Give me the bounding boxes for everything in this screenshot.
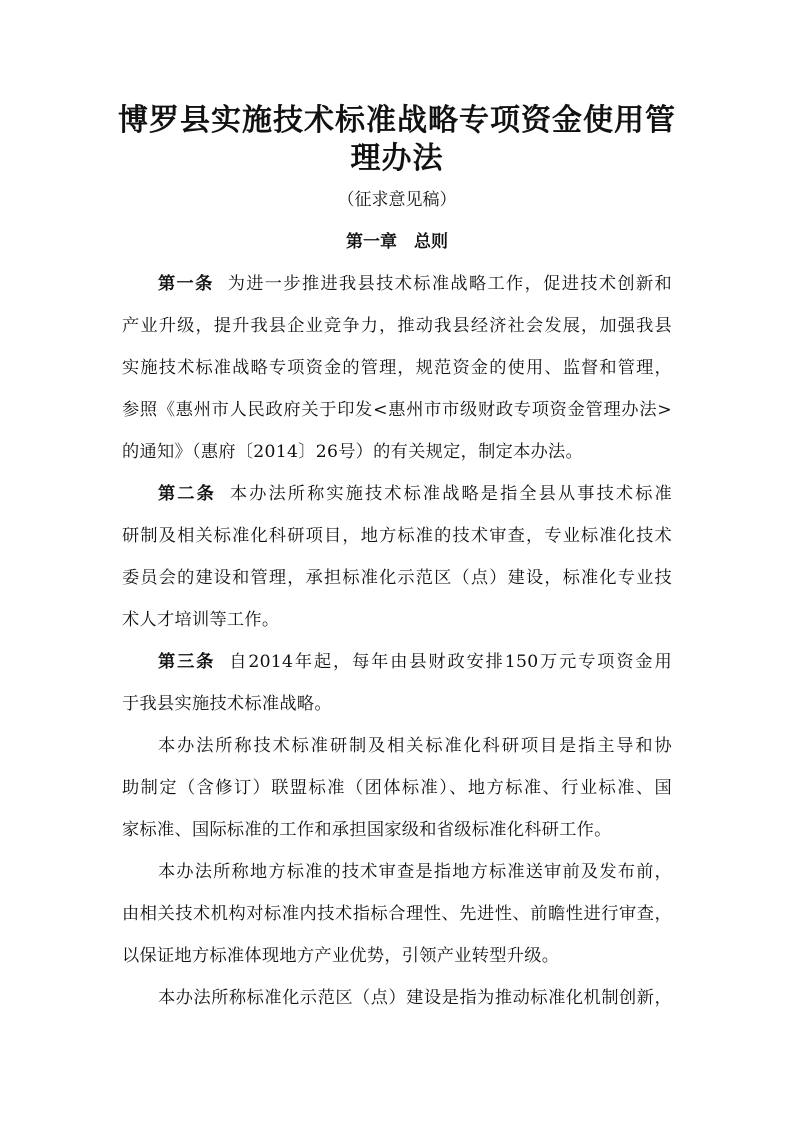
paragraph-2-line-1: 本办法所称地方标准的技术审查是指地方标准送审前及发布前， — [158, 862, 672, 882]
paragraph-2-line-2: 由相关技术机构对标准内技术指标合理性、先进性、前瞻性进行审查， — [122, 904, 672, 924]
article-3-text: 自2014年起，每年由县财政安排150万元专项资金用 — [229, 652, 672, 672]
paragraph-3-line-1: 本办法所称标准化示范区（点）建设是指为推动标准化机制创新， — [158, 988, 672, 1008]
paragraph-1-line-1: 本办法所称技术标准研制及相关标准化科研项目是指主导和协 — [158, 736, 672, 756]
article-1-line-1 — [158, 272, 672, 296]
paragraph-1-line-3: 家标准、国际标准的工作和承担国家级和省级标准化科研工作。 — [122, 820, 612, 840]
paragraph-2-line-3: 以保证地方标准体现地方产业优势，引领产业转型升级。 — [122, 946, 560, 966]
article-1-line-4: 参照《惠州市人民政府关于印发<惠州市市级财政专项资金管理办法> — [122, 400, 672, 420]
article-2-line-2: 研制及相关标准化科研项目，地方标准的技术审查，专业标准化技术 — [122, 526, 672, 546]
article-1-heading: 第一条 — [158, 274, 214, 294]
article-3-line-1 — [158, 650, 672, 674]
article-1-line-2: 产业升级，提升我县企业竞争力，推动我县经济社会发展，加强我县 — [122, 316, 672, 336]
article-3-heading: 第三条 — [158, 652, 216, 672]
document-title-line-2: 理办法 — [350, 141, 444, 176]
article-1-line-5: 的通知》（惠府〔2014〕26号）的有关规定，制定本办法。 — [122, 442, 584, 462]
article-1-line-3: 实施技术标准战略专项资金的管理，规范资金的使用、监督和管理， — [122, 358, 672, 378]
article-1-text: 为进一步推进我县技术标准战略工作，促进技术创新和 — [227, 274, 673, 294]
article-2-line-4: 术人才培训等工作。 — [122, 610, 280, 630]
paragraph-1-line-2: 助制定（含修订）联盟标准（团体标准）、地方标准、行业标准、国 — [122, 778, 672, 798]
article-2-line-3: 委员会的建设和管理，承担标准化示范区（点）建设，标准化专业技 — [122, 568, 672, 588]
document-subtitle: （征求意见稿） — [337, 190, 457, 210]
chapter-heading: 第一章 总则 — [346, 232, 448, 252]
article-2-text: 本办法所称实施技术标准战略是指全县从事技术标准 — [229, 484, 672, 504]
article-2-line-1 — [158, 482, 672, 506]
article-2-heading: 第二条 — [158, 484, 216, 504]
article-3-line-2: 于我县实施技术标准战略。 — [122, 694, 332, 714]
document-title-line-1: 博罗县实施技术标准战略专项资金使用管 — [118, 103, 676, 138]
